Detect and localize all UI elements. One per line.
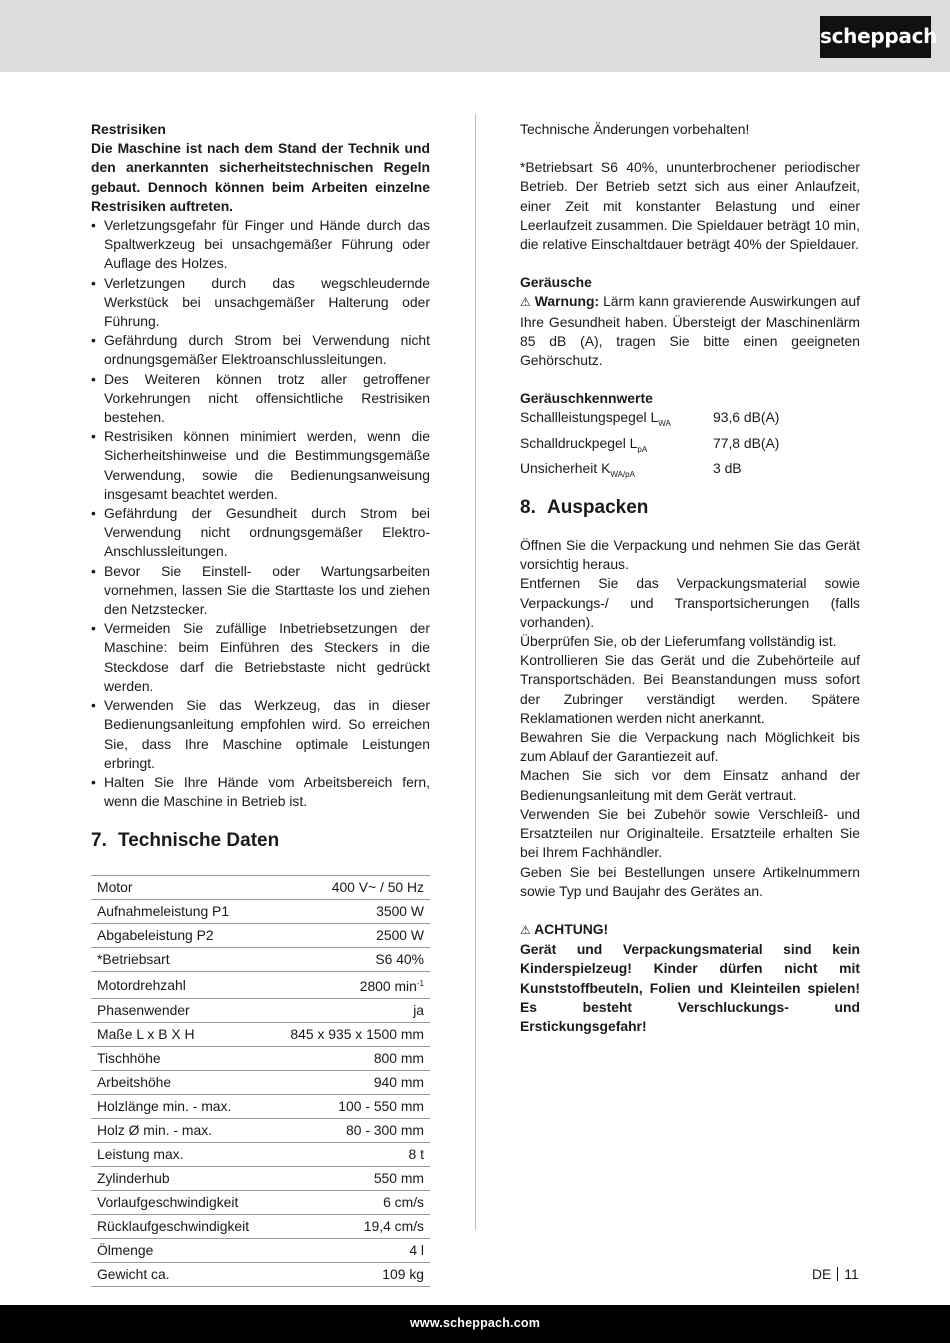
spec-value	[271, 924, 430, 948]
noise-label-text: Unsicherheit K	[520, 459, 611, 476]
risk-item: • Gefährdung der Gesundheit durch Strom bei Verwendung nicht ordnungsgemäßer Elektro-Anschlussleitungen.	[91, 504, 430, 562]
unpack-paragraph: Überprüfen Sie, ob der Lieferumfang vollständig ist.	[520, 633, 837, 650]
spec-value-text: 940 mm	[373, 1074, 424, 1091]
risk-item: • Gefährdung durch Strom bei Verwendung nicht ordnungsgemäßer Elektroanschlussleitungen.	[91, 331, 430, 369]
header-band	[0, 0, 950, 72]
spec-value-text: 8 t	[408, 1146, 424, 1163]
spec-label: Phasenwender	[91, 999, 271, 1023]
noise-value: 93,6 dB(A)	[713, 409, 780, 426]
spec-label: Vorlaufgeschwindigkeit	[91, 1191, 271, 1215]
page-number-separator	[837, 1267, 838, 1281]
unpack-paragraph: Machen Sie sich vor dem Einsatz anhand der Bedienungsanleitung mit dem Gerät vertraut.	[520, 767, 860, 803]
spec-row	[91, 999, 430, 1023]
spec-row	[91, 876, 430, 900]
spec-value-text: S6 40%	[375, 951, 424, 968]
spec-label: Maße L x B X H	[91, 1023, 271, 1047]
spec-value-text: 2800 min	[359, 978, 417, 995]
spec-value-text: 845 x 935 x 1500 mm	[290, 1026, 424, 1043]
spec-label: Zylinderhub	[91, 1167, 271, 1191]
spec-label: Motor	[91, 876, 271, 900]
spec-value-text: 400 V~ / 50 Hz	[331, 879, 424, 896]
spec-row	[91, 1263, 430, 1287]
noise-label-subscript: WA/pA	[610, 469, 635, 479]
section-title: Auspacken	[547, 497, 649, 519]
spec-label: Holzlänge min. - max.	[91, 1095, 271, 1119]
noise-value: 3 dB	[713, 459, 742, 476]
noise-values-heading: Geräuschkennwerte	[520, 390, 653, 407]
spec-row	[91, 1167, 430, 1191]
spec-label: Arbeitshöhe	[91, 1071, 271, 1095]
spec-label: Gewicht ca.	[91, 1263, 271, 1287]
risk-item: • Verwenden Sie das Werkzeug, das in dieser Bedienungsanleitung empfohlen wird. So erreichen Sie, dass Ihre Maschine optimale Leistungen erbringt.	[91, 696, 430, 773]
spec-label: *Betriebsart	[91, 948, 271, 972]
spec-table	[91, 875, 430, 1287]
warning-triangle-icon: ⚠	[520, 922, 531, 937]
spec-label: Abgabeleistung P2	[91, 924, 271, 948]
spec-value	[271, 948, 430, 972]
footer-url[interactable]: www.scheppach.com	[409, 1316, 541, 1330]
noise-warning	[520, 292, 860, 370]
noise-row	[520, 408, 860, 433]
spec-row	[91, 1215, 430, 1239]
attention-text: Gerät und Verpackungsmaterial sind kein Kinderspielzeug! Kinder dürfen nicht mit Kunststoffbeuteln, Folien und Kleinteilen spielen! Es besteht Verschluckungs- und Erstickungsgefahr!	[520, 941, 860, 1034]
spec-label: Ölmenge	[91, 1239, 271, 1263]
spec-value	[271, 1143, 430, 1167]
spec-label: Motordrehzahl	[91, 972, 271, 999]
unpack-text	[520, 536, 860, 901]
risk-item: • Halten Sie Ihre Hände vom Arbeitsbereich fern, wenn die Maschine in Betrieb ist.	[91, 773, 430, 811]
section-number: 8.	[520, 497, 536, 519]
spec-value	[271, 972, 430, 999]
spec-value	[271, 900, 430, 924]
spec-label: Leistung max.	[91, 1143, 271, 1167]
unpack-paragraph: Verwenden Sie bei Zubehör sowie Verschleiß- und Ersatzteilen nur Originalteile. Ersatzteile erhalten Sie bei Ihrem Fachhändler.	[520, 805, 860, 861]
spec-value	[271, 999, 430, 1023]
spec-row	[91, 1119, 430, 1143]
page-number-value: 11	[844, 1266, 859, 1282]
spec-row	[91, 1071, 430, 1095]
spec-row	[91, 1239, 430, 1263]
risk-item: • Restrisiken können minimiert werden, wenn die Sicherheitshinweise und die Bestimmungsgemäße Verwendung, sowie die Bedienungsanweisung insgesamt beachtet werden.	[91, 427, 430, 504]
spec-value	[271, 1167, 430, 1191]
spec-value-text: 3500 W	[376, 903, 424, 920]
spec-value-text: 109 kg	[382, 1266, 424, 1283]
unpack-paragraph: Entfernen Sie das Verpackungsmaterial sowie Verpackungs-/ und Transportsicherungen (falls vorhanden).	[520, 575, 860, 630]
spec-label: Tischhöhe	[91, 1047, 271, 1071]
warning-text: Lärm kann gravierende Auswirkungen auf Ihre Gesundheit haben. Übersteigt der Maschinenlärm 85 dB (A), tragen Sie bitte einen geeigneten Gehörschutz.	[520, 293, 861, 369]
risk-item: • Verletzungen durch das wegschleudernde Werkstück bei unsachgemäßer Halterung oder Führung.	[91, 274, 430, 332]
spec-value	[271, 1215, 430, 1239]
noise-row	[520, 459, 860, 484]
spec-unit-exponent: -1	[416, 979, 424, 989]
unpack-paragraph: Geben Sie bei Bestellungen unsere Artikelnummern sowie Typ und Baujahr des Gerätes an.	[520, 863, 860, 899]
spec-value	[271, 1119, 430, 1143]
risk-item: • Vermeiden Sie zufällige Inbetriebsetzungen der Maschine: beim Einführen des Steckers in die Steckdose darf die Betriebstaste nicht gedrückt werden.	[91, 619, 430, 696]
spec-value	[271, 1023, 430, 1047]
noise-label	[520, 459, 713, 484]
risks-heading: Restrisiken	[91, 121, 166, 137]
noise-label-subscript: WA	[658, 419, 671, 429]
risks-list	[91, 216, 430, 811]
spec-label: Holz Ø min. - max.	[91, 1119, 271, 1143]
noise-heading: Geräusche	[520, 274, 592, 291]
spec-value	[271, 1047, 430, 1071]
column-divider	[475, 114, 476, 1230]
section-title: Technische Daten	[118, 830, 280, 852]
unpack-paragraph: Kontrollieren Sie das Gerät und die Zubehörteile auf Transportschäden. Bei Beanstandungen muss sofort der Zubringer verständigt werden. Spätere Reklamationen werden nicht anerkannt.	[520, 652, 860, 726]
spec-row	[91, 900, 430, 924]
spec-label: Aufnahmeleistung P1	[91, 900, 271, 924]
footer-bar	[0, 1305, 950, 1343]
unpack-paragraph: Bewahren Sie die Verpackung nach Möglichkeit bis zum Ablauf der Garantiezeit auf.	[520, 729, 860, 765]
tech-changes-note: Technische Änderungen vorbehalten!	[520, 121, 750, 137]
spec-row	[91, 972, 430, 999]
spec-value	[271, 876, 430, 900]
attention-label: ACHTUNG!	[534, 920, 609, 937]
noise-value: 77,8 dB(A)	[713, 434, 780, 451]
spec-row	[91, 1023, 430, 1047]
spec-row	[91, 1047, 430, 1071]
spec-row	[91, 924, 430, 948]
spec-value-text: 80 - 300 mm	[346, 1122, 424, 1139]
risk-item: • Verletzungsgefahr für Finger und Hände durch das Spaltwerkzeug bei unsachgemäßer Führung oder Auflage des Holzes.	[91, 216, 430, 274]
spec-row	[91, 948, 430, 972]
unpack-heading	[520, 496, 860, 520]
spec-value-text: 800 mm	[373, 1050, 424, 1067]
spec-value-text: 550 mm	[373, 1170, 424, 1187]
attention-heading	[520, 920, 860, 940]
risk-item: • Bevor Sie Einstell- oder Wartungsarbeiten vornehmen, lassen Sie die Starttaste los und ziehen den Netzstecker.	[91, 562, 430, 620]
spec-value	[271, 1095, 430, 1119]
spec-value	[271, 1263, 430, 1287]
spec-value-text: 19,4 cm/s	[363, 1218, 424, 1235]
page-number	[812, 1265, 859, 1283]
risks-intro: Die Maschine ist nach dem Stand der Technik und den anerkannten sicherheitstechnischen Regeln gebaut. Dennoch können beim Arbeiten einzelne Restrisiken auftreten.	[91, 140, 430, 214]
right-column	[520, 120, 860, 1036]
spec-row	[91, 1191, 430, 1215]
warning-label: Warnung:	[534, 293, 600, 310]
noise-label	[520, 408, 713, 433]
spec-value-text: 2500 W	[376, 927, 424, 944]
noise-label-text: Schallleistungspegel L	[520, 409, 659, 426]
spec-value-text: 4 l	[409, 1242, 424, 1259]
spec-value-text: 6 cm/s	[383, 1194, 424, 1211]
spec-label: Rücklaufgeschwindigkeit	[91, 1215, 271, 1239]
unpack-paragraph: Öffnen Sie die Verpackung und nehmen Sie das Gerät vorsichtig heraus.	[520, 537, 860, 573]
spec-value	[271, 1239, 430, 1263]
spec-value-text: 100 - 550 mm	[338, 1098, 424, 1115]
spec-row	[91, 1143, 430, 1167]
warning-triangle-icon: ⚠	[520, 295, 531, 310]
noise-label-subscript: pA	[637, 444, 648, 454]
risk-item: • Des Weiteren können trotz aller getroffener Vorkehrungen nicht offensichtliche Restrisiken bestehen.	[91, 370, 430, 428]
page-language: DE	[812, 1266, 832, 1282]
section-number: 7.	[91, 830, 107, 852]
tech-data-heading	[91, 829, 430, 853]
brand-logo: scheppach	[820, 16, 931, 58]
spec-value	[271, 1191, 430, 1215]
noise-label-text: Schalldruckpegel L	[520, 434, 638, 451]
operating-mode-note: *Betriebsart S6 40%, ununterbrochener periodischer Betrieb. Der Betrieb setzt sich aus einer Anlaufzeit, einer Zeit mit konstanter Belastung und einer Leerlaufzeit zusammen. Die Spieldauer beträgt 10 min, die relative Einschaltdauer beträgt 40% der Spieldauer.	[520, 159, 860, 253]
noise-row	[520, 434, 860, 459]
noise-label	[520, 434, 713, 459]
left-column	[91, 120, 430, 1287]
spec-row	[91, 1095, 430, 1119]
noise-values-list	[520, 408, 860, 484]
spec-value	[271, 1071, 430, 1095]
spec-value-text: ja	[413, 1002, 424, 1019]
